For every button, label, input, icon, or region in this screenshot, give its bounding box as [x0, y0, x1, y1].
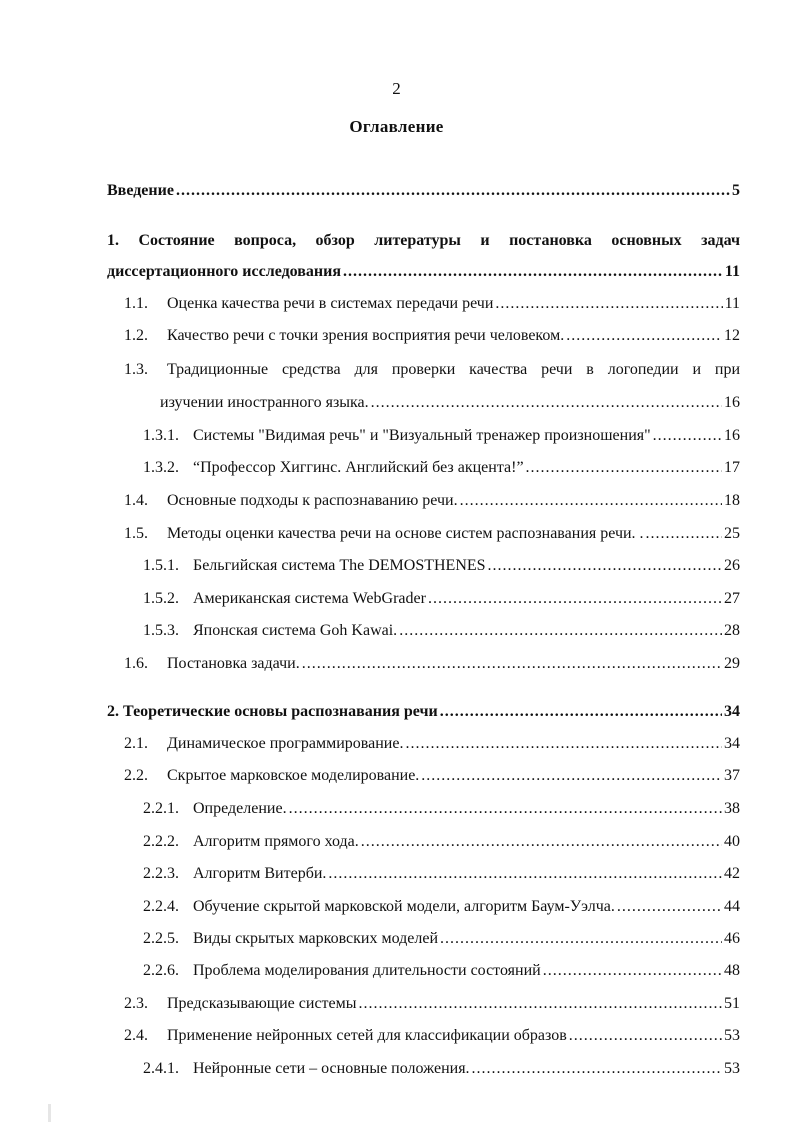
toc-entry-page: 51: [724, 995, 740, 1012]
dot-leader: [421, 767, 722, 785]
toc-entry-number: 2.2.4.: [143, 898, 179, 915]
toc-entry-title: Американская система WebGrader: [193, 590, 426, 607]
toc-entry-title: Виды скрытых марковских моделей: [193, 930, 439, 947]
toc-entry-1-1[interactable]: [124, 295, 740, 313]
toc-entry-page: 44: [724, 898, 740, 915]
dot-leader: [472, 1060, 722, 1078]
toc-entry-1-5[interactable]: [124, 525, 740, 543]
dot-leader: [460, 492, 722, 510]
toc-entry-title: Динамическое программирование.: [167, 735, 404, 752]
toc-entry-2-3[interactable]: [124, 995, 740, 1013]
toc-entry-page: 16: [724, 427, 740, 444]
toc-entry-title: Оценка качества речи в системах передачи речи: [167, 295, 494, 312]
dot-leader: [543, 962, 722, 980]
dot-leader: [653, 427, 722, 445]
dot-leader: [440, 930, 722, 948]
toc-entry-1-5-2[interactable]: [143, 590, 740, 608]
toc-entry-page: 11: [724, 295, 740, 312]
toc-entry-title: Введение: [107, 182, 174, 199]
toc-entry-number: 1.6.: [124, 655, 148, 672]
toc-entry-1-3-2[interactable]: [143, 459, 740, 477]
dot-leader: [569, 1027, 722, 1045]
toc-entry-title: Предсказывающие системы: [167, 995, 357, 1012]
toc-entry-title: изучении иностранного языка.: [160, 394, 369, 411]
dot-leader: [343, 263, 723, 281]
toc-entry-number: 1.5.3.: [143, 622, 179, 639]
toc-entry-title: Традиционные средства для проверки качества речи в логопедии и при: [167, 361, 740, 378]
toc-entry-1-3-1[interactable]: [143, 427, 740, 445]
toc-entry-title: Проблема моделирования длительности состояний: [193, 962, 541, 979]
toc-entry-page: 17: [724, 459, 740, 476]
toc-title: Оглавление: [349, 117, 444, 136]
toc-entry-title: “Профессор Хиггинс. Английский без акцента!”: [193, 459, 524, 476]
toc-entry-page: 40: [724, 833, 740, 850]
toc-entry-page: 34: [724, 735, 740, 752]
toc-entry-2-2-4[interactable]: [143, 898, 740, 916]
dot-leader: [302, 655, 722, 673]
toc-entry-number: 2.2.1.: [143, 800, 179, 817]
dot-leader: [359, 995, 722, 1013]
toc-entry-page: 18: [724, 492, 740, 509]
toc-entry-page: 34: [724, 703, 740, 720]
toc-entry-title: Основные подходы к распознаванию речи.: [167, 492, 458, 509]
toc-entry-title: Постановка задачи.: [167, 655, 300, 672]
toc-entry-title: Обучение скрытой марковской модели, алгоритм Баум-Уэлча.: [193, 898, 615, 915]
toc-entry-intro[interactable]: [107, 182, 740, 200]
toc-entry-title: Алгоритм Витерби.: [193, 865, 327, 882]
toc-entry-number: 2.2.2.: [143, 833, 179, 850]
toc-entry-2-2[interactable]: [124, 767, 740, 785]
toc-entry-title: Определение.: [193, 800, 287, 817]
dot-leader: [405, 735, 722, 753]
dot-leader: [328, 865, 722, 883]
toc-entry-title: Методы оценки качества речи на основе систем распознавания речи. .: [167, 525, 644, 542]
toc-entry-1-5-3[interactable]: [143, 622, 740, 640]
toc-entry-page: 11: [724, 263, 740, 280]
dot-leader: [495, 295, 722, 313]
toc-entry-title: Японская система Goh Kawai.: [193, 622, 398, 639]
dot-leader: [361, 833, 722, 851]
chapter-1-title-line1[interactable]: 1. Состояние вопроса, обзор литературы и постановка основных задач: [107, 232, 740, 249]
toc-entry-2-4[interactable]: [124, 1027, 740, 1045]
toc-entry-title: Скрытое марковское моделирование.: [167, 767, 420, 784]
toc-entry-title: Качество речи с точки зрения восприятия речи человеком.: [167, 327, 565, 344]
toc-entry-page: 42: [724, 865, 740, 882]
toc-entry-title: 2. Теоретические основы распознавания речи: [107, 703, 438, 720]
toc-entry-page: 48: [724, 962, 740, 979]
toc-entry-number: 1.4.: [124, 492, 148, 509]
toc-entry-number: 1.3.2.: [143, 459, 179, 476]
toc-entry-1-4[interactable]: [124, 492, 740, 510]
toc-entry-page: 16: [724, 394, 740, 411]
toc-entry-title: Нейронные сети – основные положения.: [193, 1060, 470, 1077]
toc-entry-page: 25: [724, 525, 740, 542]
toc-entry-1-3-line2[interactable]: [160, 394, 740, 412]
toc-entry-page: 37: [724, 767, 740, 784]
toc-entry-1-3-line1[interactable]: [124, 361, 740, 379]
toc-entry-page: 46: [724, 930, 740, 947]
dot-leader: [488, 557, 722, 575]
toc-entry-title: Алгоритм прямого хода.: [193, 833, 359, 850]
toc-entry-1-5-1[interactable]: [143, 557, 740, 575]
toc-entry-page: 29: [724, 655, 740, 672]
toc-entry-number: 2.3.: [124, 995, 148, 1012]
toc-entry-title: Бельгийская система The DEMOSTHENES: [193, 557, 486, 574]
toc-entry-number: 2.4.1.: [143, 1060, 179, 1077]
toc-entry-2-2-1[interactable]: [143, 800, 740, 818]
dot-leader: [176, 182, 730, 200]
toc-entry-page: 53: [724, 1027, 740, 1044]
toc-entry-page: 5: [732, 182, 740, 199]
toc-entry-1-6[interactable]: [124, 655, 740, 673]
toc-entry-number: 1.2.: [124, 327, 148, 344]
toc-entry-number: 2.2.: [124, 767, 148, 784]
dot-leader: [646, 525, 722, 543]
toc-entry-2-2-3[interactable]: [143, 865, 740, 883]
dot-leader: [428, 590, 722, 608]
page-number: 2: [392, 79, 401, 98]
toc-entry-number: 1.5.1.: [143, 557, 179, 574]
toc-entry-chapter-2[interactable]: [107, 703, 740, 721]
toc-entry-2-4-1[interactable]: [143, 1060, 740, 1078]
toc-entry-title: Системы "Видимая речь" и "Визуальный тренажер произношения": [193, 427, 651, 444]
toc-entry-2-2-6[interactable]: [143, 962, 740, 980]
toc-entry-number: 1.5.2.: [143, 590, 179, 607]
toc-entry-title: диссертационного исследования: [107, 263, 342, 280]
toc-entry-2-2-5[interactable]: [143, 930, 740, 948]
toc-entry-number: 2.2.6.: [143, 962, 179, 979]
toc-entry-number: 1.5.: [124, 525, 148, 542]
dot-leader: [289, 800, 722, 818]
toc-entry-page: 38: [724, 800, 740, 817]
toc-entry-page: 12: [724, 327, 740, 344]
dot-leader: [526, 459, 722, 477]
toc-entry-2-1[interactable]: [124, 735, 740, 753]
toc-entry-number: 1.3.1.: [143, 427, 179, 444]
toc-entry-page: 27: [724, 590, 740, 607]
toc-entry-number: 2.4.: [124, 1027, 148, 1044]
toc-entry-number: 2.2.5.: [143, 930, 179, 947]
dot-leader: [617, 898, 722, 916]
toc-entry-number: 2.2.3.: [143, 865, 179, 882]
dot-leader: [371, 394, 722, 412]
toc-entry-number: 1.3.: [124, 361, 148, 378]
scan-edge-mark: [48, 1104, 51, 1122]
toc-entry-page: 28: [724, 622, 740, 639]
toc-entry-number: 1.1.: [124, 295, 148, 312]
toc-entry-number: 2.1.: [124, 735, 148, 752]
toc-entry-2-2-2[interactable]: [143, 833, 740, 851]
toc-entry-1-2[interactable]: [124, 327, 740, 345]
dot-leader: [440, 703, 722, 721]
toc-entry-page: 26: [724, 557, 740, 574]
dot-leader: [399, 622, 722, 640]
toc-entry-title: Применение нейронных сетей для классификации образов: [167, 1027, 567, 1044]
toc-entry-chapter-1[interactable]: [107, 263, 740, 281]
dot-leader: [566, 327, 722, 345]
toc-entry-page: 53: [724, 1060, 740, 1077]
